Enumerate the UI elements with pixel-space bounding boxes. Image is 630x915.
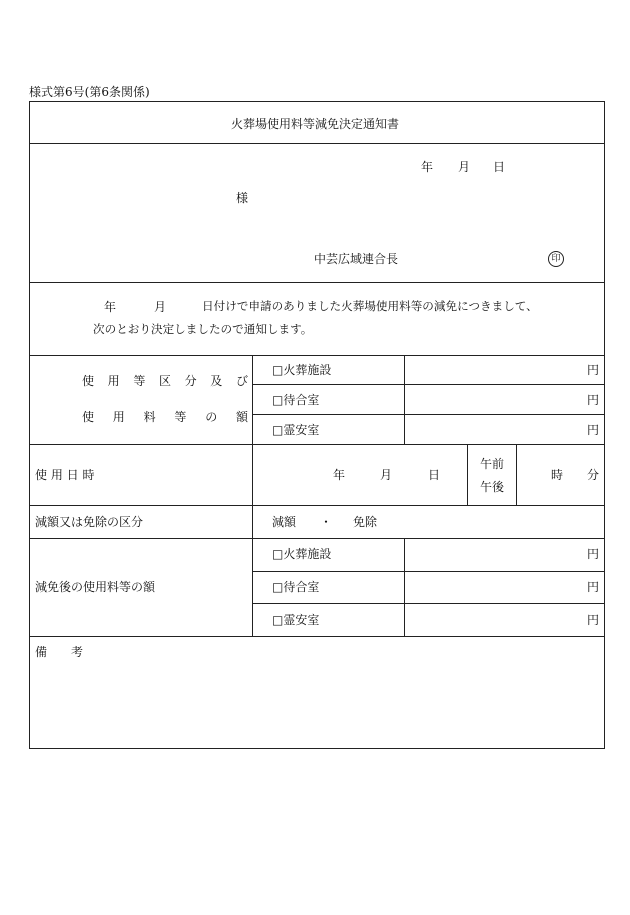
document-title: 火葬場使用料等減免決定通知書 [230,117,399,131]
after-section-label: 減免後の使用料等の額 [35,580,156,594]
body-line1-rest: 日付けで申請のありました火葬場使用料等の減免につきまして、 [202,299,538,313]
issuer-name: 中芸広域連合長 [314,252,399,266]
date-year: 年 [421,160,434,174]
usage-date-day: 日 [428,468,441,482]
usage-item-waiting-room-unit: 円 [587,393,600,407]
reduction-separator: ・ [320,515,333,529]
addressee-suffix: 様 [236,191,249,205]
usage-date-month: 月 [380,468,393,482]
usage-time-minute: 分 [587,468,600,482]
frame-left [29,101,30,749]
usage-datetime-label: 使 用 日 時 [35,468,95,482]
usage-time-hour: 時 [551,468,564,482]
body-line2: 次のとおり決定しましたので通知します。 [93,322,313,336]
usage-date-year: 年 [333,468,346,482]
usage-item-crematorium-unit: 円 [587,363,600,377]
form-number: 様式第6号(第6条関係) [29,85,150,99]
seal-mark: 印 [548,251,564,267]
after-item-waiting-room: □待合室 [272,580,320,594]
remarks-label: 備 考 [35,645,84,659]
date-day: 日 [493,160,506,174]
reduction-option-exempt: 免除 [353,515,378,529]
usage-time-am: 午前 [480,457,505,471]
body-month: 月 [154,300,167,314]
frame-top [29,101,605,102]
usage-label-line1: 使 用 等 区 分 及 び [82,374,248,388]
reduction-type-label: 減額又は免除の区分 [35,515,144,529]
frame-bottom [29,748,605,749]
after-item-waiting-room-unit: 円 [587,580,600,594]
after-item-crematorium-unit: 円 [587,547,600,561]
after-item-mortuary-unit: 円 [587,613,600,627]
body-year: 年 [104,300,117,314]
usage-time-pm: 午後 [480,480,505,494]
usage-item-mortuary: □霊安室 [272,423,320,437]
date-month: 月 [458,160,471,174]
after-item-crematorium: □火葬施設 [272,547,332,561]
usage-label-line2: 使 用 料 等 の 額 [82,410,248,424]
after-item-mortuary: □霊安室 [272,613,320,627]
usage-item-waiting-room: □待合室 [272,393,320,407]
frame-right [604,101,605,749]
usage-item-mortuary-unit: 円 [587,423,600,437]
reduction-option-reduce: 減額 [272,515,297,529]
usage-item-crematorium: □火葬施設 [272,363,332,377]
